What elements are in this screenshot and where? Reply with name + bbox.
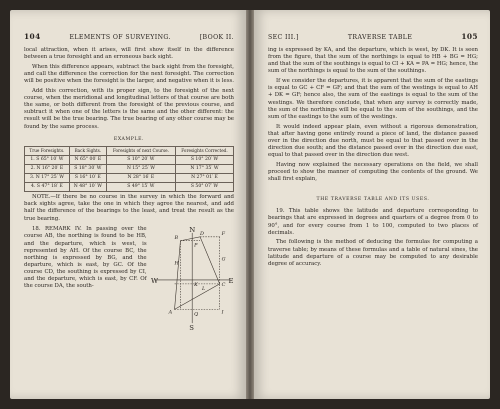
diagram-label-f: F	[221, 230, 225, 237]
right-running-title: TRAVERSE TABLE	[347, 34, 413, 41]
example-label: EXAMPLE.	[113, 136, 145, 142]
example-table-header-row	[25, 146, 234, 155]
right-paragraph-3: It would indeed appear plain, even without a rigorous demonstration, that after having gone entirely round a piece of land, the distance passed over in the direction due north, must be equal to that passed over in the direction due south; and the distance passed over in the direction due east, equal to that passed over in the direction due west.	[268, 123, 478, 159]
left-page	[10, 10, 246, 399]
table-cell: N 17° 35′ W	[175, 164, 233, 173]
left-book-label: [BOOK II.	[199, 34, 234, 41]
table-header: True Foresights.	[25, 146, 70, 155]
table-cell: N 28° 16′ E	[106, 173, 175, 182]
remark-text-column	[24, 224, 147, 332]
diagram-label-l: L	[201, 285, 205, 292]
table-cell: 3. N 17° 25′ W	[25, 173, 70, 182]
table-row	[25, 182, 234, 191]
table-cell: S 10° 20′ W	[106, 155, 175, 164]
diagram-label-q: Q	[193, 310, 198, 317]
table-cell: S 50° 07′ W	[175, 182, 233, 191]
right-paragraph-6: The following is the method of deducing the formulas for computing a traverse table; by means of these formulas and a table of natural sines, the latitude and departure of a course may be computed to any desirable degree of accuracy.	[268, 239, 478, 267]
left-paragraph-3: Add this correction, with its proper sign, to the foresight of the next course, when the meridional and longitudinal letters of that course are both the same, or both different from the foresight of the previous course, and subtract it when one of the letters is the same and the other different: the result will be the true bearing. The true bearing of any other course may be found by the same process.	[24, 87, 234, 130]
left-running-title: ELEMENTS OF SURVEYING.	[69, 34, 171, 41]
table-cell: 4. S 47° 18′ E	[25, 182, 70, 191]
table-cell: S 16° 10′ E	[69, 173, 106, 182]
left-note: NOTE.—If there be no course in the survey in which the forward and back sights agree, take the one in which they agree the nearest, and add half the difference of the bearings to the least, and treat the result as the true bearing.	[24, 194, 234, 222]
diagram-label-h: H	[174, 259, 179, 266]
diagram-label-a: A	[168, 308, 172, 315]
table-cell: N 48° 10′ W	[69, 182, 106, 191]
diagram-label-c: C	[221, 281, 225, 288]
left-running-head	[24, 32, 234, 42]
table-row	[25, 164, 234, 173]
right-running-head	[268, 32, 478, 42]
diagram-label-p: P	[193, 242, 198, 249]
left-paragraph-1: local attraction, when it arises, will first show itself in the difference between a true foresight and an erroneous back sight.	[24, 47, 234, 61]
table-cell: N 27° 01′ E	[175, 173, 233, 182]
table-header: Foresights Corrected.	[175, 146, 233, 155]
table-cell: 1. S 65° 10′ W	[25, 155, 70, 164]
right-paragraph-2: If we consider the departures, it is apparent that the sum of the eastings is equal to GC + CF = GF; and that the sum of the westings is equal to AH + DK = GF; hence also, the sum of the eastings is equal to the sum of the westings. We therefore conclude, that when any survey is correctly made, the sum of the northings will be equal to the sum of the southings, and the sum of the eastings to the sum of the westings.	[268, 78, 478, 120]
diagram-label-e: E	[228, 276, 234, 285]
left-page-number: 104	[24, 32, 41, 41]
book-gutter	[246, 10, 254, 399]
right-page	[254, 10, 490, 399]
diagram-label-b: B	[174, 234, 178, 241]
diagram-label-s: S	[188, 323, 194, 332]
diagram-label-w: W	[150, 276, 158, 285]
right-page-number: 105	[461, 32, 478, 41]
section-title: THE TRAVERSE TABLE AND ITS USES.	[316, 197, 430, 203]
table-cell: N 15° 25′ W	[106, 164, 175, 173]
diagram-label-d: D	[199, 230, 204, 237]
table-cell: 2. N 16° 20′ E	[25, 164, 70, 173]
traverse-diagram	[151, 224, 234, 332]
diagram-label-n: N	[188, 225, 195, 234]
diagram-label-k: K	[193, 281, 198, 288]
table-cell: N 65° 00′ E	[69, 155, 106, 164]
table-header: Back Sights.	[69, 146, 106, 155]
right-paragraph-4: Having now explained the necessary operations on the field, we shall proceed to show the manner of computing the contents of the ground. We shall first explain,	[268, 161, 478, 183]
table-row	[25, 173, 234, 182]
table-cell: S 10° 20′ W	[175, 155, 233, 164]
table-row	[25, 155, 234, 164]
remark-block	[24, 224, 234, 332]
table-cell: S 49° 15′ W	[106, 182, 175, 191]
right-paragraph-1: ing is expressed by KA, and the departure, which is west, by DK. It is seen from the figure, that the sum of the northings is equal to HB + BG = HG; and that the sum of the southings is equal to CI + KA = PA = HG; hence, the sum of the northings is equal to the sum of the southings.	[268, 47, 478, 75]
table-cell: S 18° 30′ W	[69, 164, 106, 173]
example-table	[24, 146, 234, 192]
diagram-label-g: G	[221, 256, 226, 263]
diagram-label-i: I	[221, 308, 224, 315]
right-section-label: SEC III.]	[268, 34, 299, 41]
left-paragraph-2: When this difference appears, subtract the back sight from the foresight, and call the difference the correction for the next foresight. The correction will be positive when the foresight is the larger, and negative when it is less.	[24, 63, 234, 85]
right-article-19: 19. This table shows the latitude and departure corresponding to bearings that are expressed in degrees and quarters of a degree from 0 to 90°, and for every course from 1 to 100, computed to two places of decimals.	[268, 208, 478, 236]
table-header: Foresights of next Course.	[106, 146, 175, 155]
left-article-18: 18. REMARK IV. In passing over the course AB, the northing is found to be HB, and the departure, which is west, is represented by AH. Of the course BC, the northing is expressed by BG, and the departure, which is east, by GC. Of the course CD, the southing is expressed by CI, and the departure, which is east, by CF. Of the course DA, the south-	[24, 226, 147, 290]
